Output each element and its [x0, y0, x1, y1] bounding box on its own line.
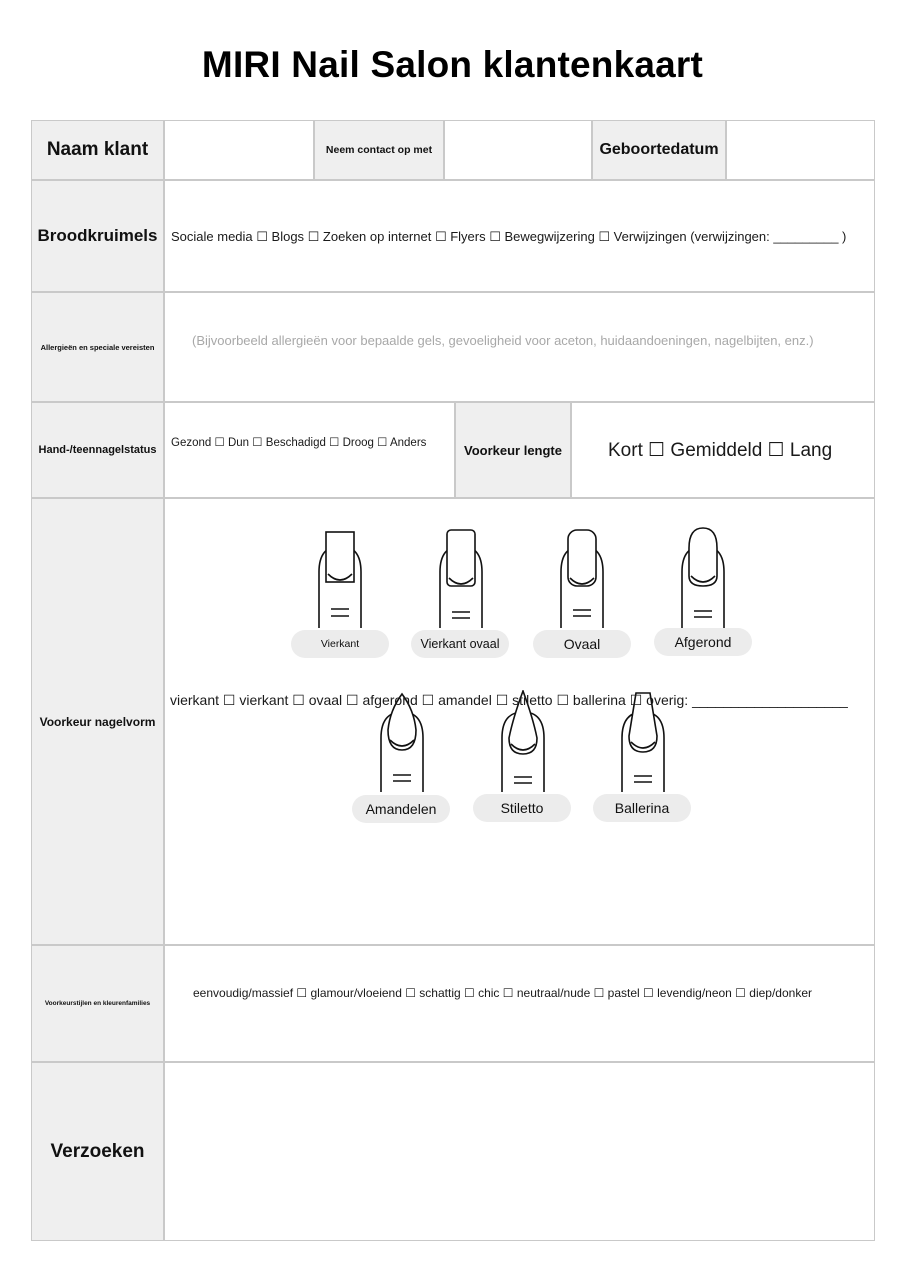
nail-squoval-icon	[437, 528, 485, 630]
styles-options: eenvoudig/massief ☐ glamour/vloeiend ☐ schattig ☐ chic ☐ neutraal/nude ☐ pastel ☐ levendig/neon ☐ diep/donker	[193, 986, 812, 1000]
nail-oval-icon	[558, 528, 606, 630]
page-title: MIRI Nail Salon klantenkaart	[201, 44, 704, 85]
dob-label-text: Geboortedatum	[599, 141, 719, 158]
breadcrumbs-field[interactable]	[164, 180, 875, 292]
breadcrumbs-label-text: Broodkruimels	[37, 226, 158, 245]
allergies-placeholder: (Bijvoorbeeld allergieën voor bepaalde gels, gevoeligheid voor aceton, huidaandoeningen, nagelbijten, enz.)	[192, 333, 814, 348]
allergies-label-text: Allergieën en speciale vereisten	[40, 342, 155, 352]
shape-options: vierkant ☐ vierkant ☐ ovaal ☐ afgerond ☐ amandel ☐ stiletto ☐ ballerina ☐ overig: ____________________	[170, 692, 848, 708]
client-name-field[interactable]	[164, 120, 314, 180]
shape-pill-squoval: Vierkant ovaal	[411, 630, 509, 658]
shape-label-text: Voorkeur nagelvorm	[39, 714, 156, 729]
contact-label-text: Neem contact op met	[325, 144, 433, 156]
client-name-label-text: Naam klant	[46, 139, 149, 160]
requests-label	[31, 1062, 164, 1241]
requests-field[interactable]	[164, 1062, 875, 1241]
length-label	[455, 402, 571, 498]
shape-pill-rounded: Afgerond	[654, 628, 752, 656]
length-label-text: Voorkeur lengte	[463, 442, 562, 458]
breadcrumbs-label	[31, 180, 164, 292]
styles-label	[31, 945, 164, 1062]
nail-status-field[interactable]	[164, 402, 455, 498]
nail-status-options: Gezond ☐ Dun ☐ Beschadigd ☐ Droog ☐ Anders	[171, 437, 427, 449]
nail-rounded-icon	[679, 526, 727, 630]
allergies-label	[31, 292, 164, 402]
shape-label	[31, 498, 164, 945]
nail-square-icon	[316, 528, 364, 630]
dob-label	[592, 120, 726, 180]
requests-label-text: Verzoeken	[50, 1140, 145, 1162]
styles-label-text: Voorkeurstijlen en kleurenfamilies	[44, 1000, 151, 1007]
length-field[interactable]	[571, 402, 875, 498]
contact-label	[314, 120, 444, 180]
allergies-field[interactable]	[164, 292, 875, 402]
shape-pill-square: Vierkant	[291, 630, 389, 658]
length-options: Kort ☐ Gemiddeld ☐ Lang	[608, 440, 833, 461]
shape-pill-stiletto: Stiletto	[473, 794, 571, 822]
shape-pill-almond: Amandelen	[352, 795, 450, 823]
nail-status-label-text: Hand-/teennagelstatus	[38, 444, 157, 456]
shape-pill-oval: Ovaal	[533, 630, 631, 658]
breadcrumbs-options: Sociale media ☐ Blogs ☐ Zoeken op internet ☐ Flyers ☐ Bewegwijzering ☐ Verwijzingen (verwijzingen: _________ )	[171, 229, 847, 244]
nail-status-label	[31, 402, 164, 498]
client-name-label	[31, 120, 164, 180]
styles-field[interactable]	[164, 945, 875, 1062]
shape-pill-ballerina: Ballerina	[593, 794, 691, 822]
contact-field[interactable]	[444, 120, 592, 180]
dob-field[interactable]	[726, 120, 875, 180]
